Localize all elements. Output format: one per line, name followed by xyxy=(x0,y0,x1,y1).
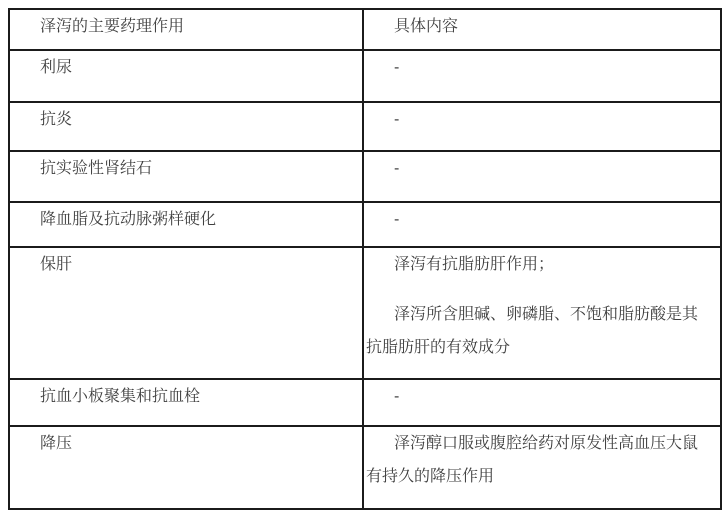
effect-text: 利尿 xyxy=(40,59,73,76)
pharmacology-table xyxy=(8,8,722,510)
effect-text: 抗血小板聚集和抗血栓 xyxy=(40,388,201,405)
details-text: 泽泻醇口服或腹腔给药对原发性高血压大鼠有持久的降压作用 xyxy=(366,435,699,485)
details-text: - xyxy=(394,160,400,177)
effect-text: 抗炎 xyxy=(40,111,73,128)
table-row xyxy=(9,426,721,509)
details-cell xyxy=(363,102,721,151)
table-row xyxy=(9,379,721,426)
effect-text: 降血脂及抗动脉粥样硬化 xyxy=(40,211,217,228)
details-cell xyxy=(363,50,721,102)
effect-cell xyxy=(9,50,363,102)
effect-cell xyxy=(9,247,363,379)
effect-text: 降压 xyxy=(40,435,73,452)
effect-cell xyxy=(9,102,363,151)
table-header-row xyxy=(9,9,721,50)
details-text: - xyxy=(394,211,400,228)
header-cell-details xyxy=(363,9,721,50)
table-row xyxy=(9,50,721,102)
header-cell-effect xyxy=(9,9,363,50)
details-cell xyxy=(363,151,721,202)
details-text: 泽泻有抗脂肪肝作用； xyxy=(394,256,555,273)
details-text: - xyxy=(394,111,400,128)
table-row xyxy=(9,202,721,247)
details-text: 泽泻所含胆碱、卵磷脂、不饱和脂肪酸是其抗脂肪肝的有效成分 xyxy=(366,306,699,356)
table-row xyxy=(9,151,721,202)
details-text: - xyxy=(394,59,400,76)
column-header-details: 具体内容 xyxy=(394,18,459,35)
details-text: - xyxy=(394,388,400,405)
effect-text: 保肝 xyxy=(40,256,73,273)
effect-cell xyxy=(9,202,363,247)
table-row xyxy=(9,247,721,379)
effect-text: 抗实验性肾结石 xyxy=(40,160,153,177)
effect-cell xyxy=(9,426,363,509)
details-cell xyxy=(363,247,721,379)
effect-cell xyxy=(9,379,363,426)
column-header-effect: 泽泻的主要药理作用 xyxy=(40,18,185,35)
table-row xyxy=(9,102,721,151)
effect-cell xyxy=(9,151,363,202)
details-cell xyxy=(363,379,721,426)
details-cell xyxy=(363,426,721,509)
details-cell xyxy=(363,202,721,247)
